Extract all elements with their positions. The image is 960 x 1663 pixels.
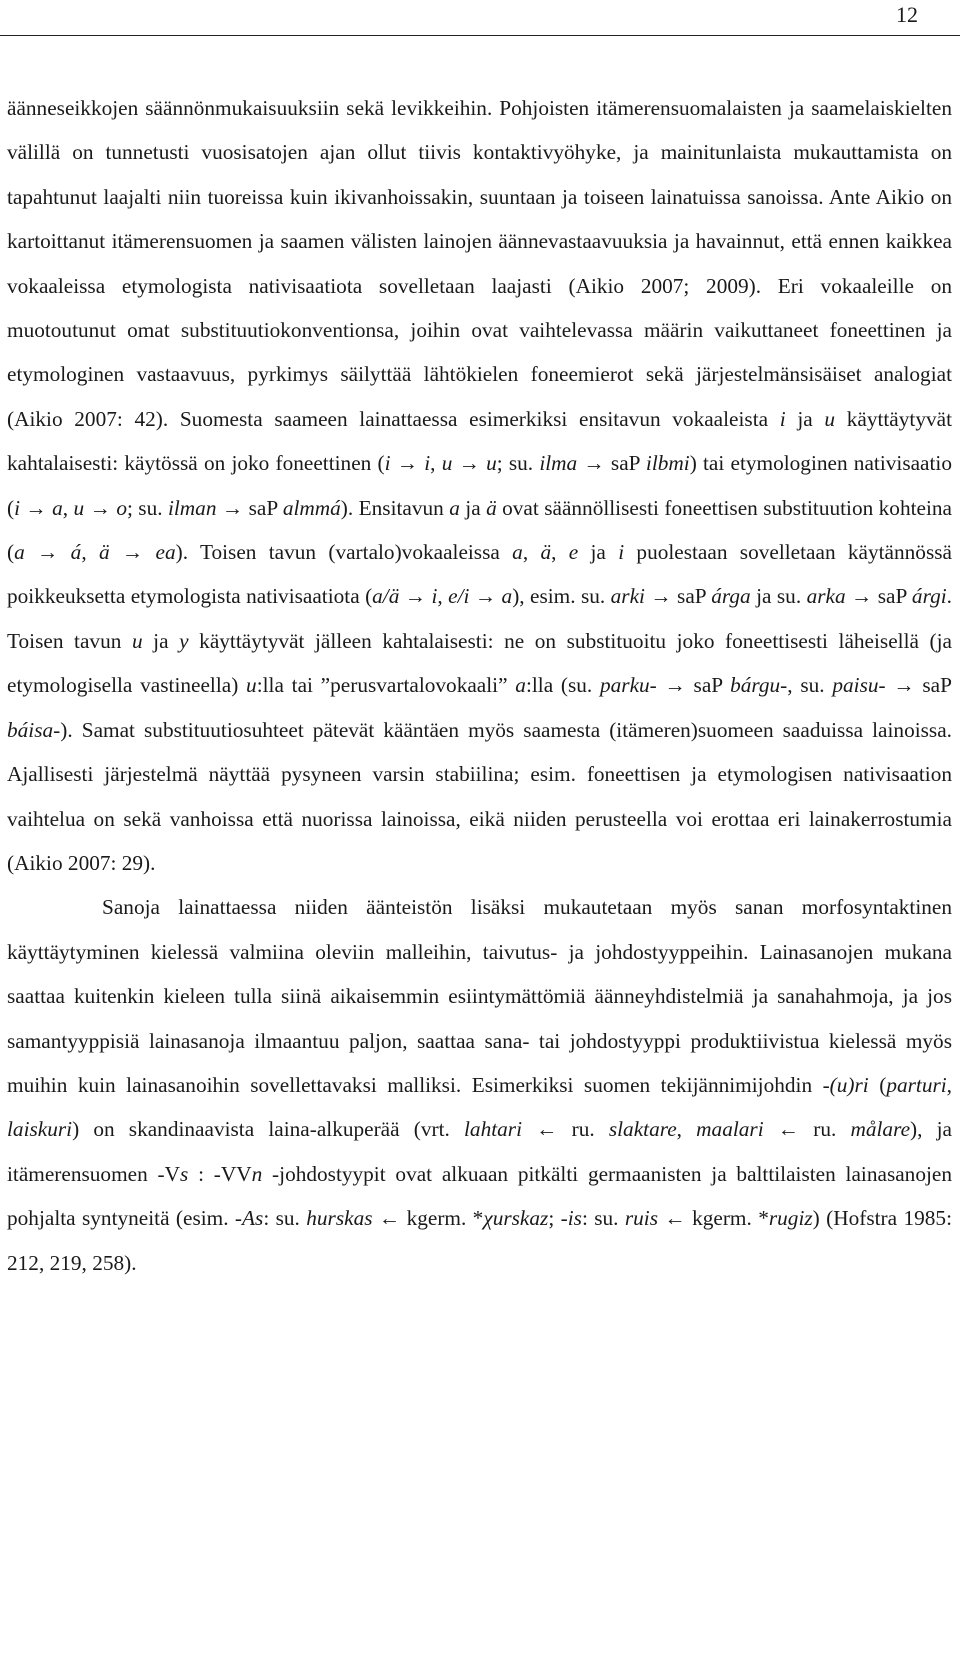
paragraph-2 bbox=[7, 885, 952, 1285]
text-run: : -VV bbox=[188, 1161, 252, 1186]
text-run: . Toisen tavun bbox=[7, 584, 952, 653]
text-run: ja bbox=[459, 495, 487, 520]
italic-term: báisa- bbox=[7, 717, 61, 742]
text-run: → saP bbox=[644, 584, 712, 609]
italic-term: a bbox=[14, 540, 25, 565]
paragraph-1 bbox=[7, 86, 952, 885]
italic-term: i bbox=[14, 495, 21, 520]
italic-term: árga bbox=[711, 584, 751, 609]
text-run: : su. bbox=[581, 1206, 625, 1231]
text-run: , bbox=[62, 495, 74, 520]
text-run: :lla tai ”perusvartalovokaali” bbox=[256, 673, 516, 698]
italic-term: e bbox=[568, 540, 579, 565]
italic-term: n bbox=[251, 1161, 263, 1186]
text-run: → bbox=[109, 540, 156, 565]
text-run: äänneseikkojen säännönmukaisuuksiin sekä levikkeihin. Pohjoisten itämerensuomalaisten ja saamelaiskielten välillä on tunnetusti vuosisatojen ajan ollut tiivis kontaktivyöhyke, ja mainitunlaista mukauttamista on tapahtunut laajalti niin tuoreissa kuin ikivanhoissakin, suuntaan ja toiseen lainatuissa sanoissa. Ante Aikio on kartoittanut itämerensuomen ja saamen välisten lainojen äännevastaavuuksia ja havainnut, että ennen kaikkea vokaaleissa etymologista nativisaatiota sovelletaan laajasti (Aikio 2007; 2009). Eri vokaaleille on muotoutunut omat substituutiokonventionsa, joihin ovat vaihtelevassa määrin vaikuttaneet foneettinen ja etymologinen vastaavuus, pyrkimys säilyttää lähtökielen foneemierot sekä järjestelmänsisäiset analogiat (Aikio 2007: 42). Suomesta saameen lainattaessa esimerkiksi ensitavun vokaaleista bbox=[7, 96, 952, 431]
text-run: , bbox=[522, 540, 541, 565]
italic-term: ilma bbox=[539, 451, 578, 476]
text-run: → bbox=[390, 451, 425, 476]
italic-term: a bbox=[515, 673, 526, 698]
text-run: ja bbox=[785, 406, 825, 431]
text-run: → bbox=[469, 584, 502, 609]
text-run: ; su. bbox=[496, 451, 540, 476]
italic-term: hurskas bbox=[306, 1206, 373, 1231]
italic-term: -is bbox=[560, 1206, 582, 1231]
italic-term: ä bbox=[486, 495, 497, 520]
italic-term: u bbox=[441, 451, 453, 476]
text-run: ← ru. bbox=[521, 1117, 609, 1142]
italic-term: a bbox=[449, 495, 460, 520]
italic-term: parku- bbox=[599, 673, 657, 698]
text-run: ), ja itämerensuomen -V bbox=[7, 1117, 952, 1186]
text-run: käyttäytyvät kahtalaisesti: käytössä on joko foneettinen ( bbox=[7, 406, 952, 476]
text-run: , bbox=[946, 1072, 952, 1097]
italic-term: o bbox=[116, 495, 127, 520]
italic-term: i bbox=[384, 451, 391, 476]
italic-term: u bbox=[824, 406, 836, 431]
italic-term: rugiz bbox=[768, 1206, 813, 1231]
text-run: ; bbox=[548, 1206, 561, 1231]
text-run: ) (Hofstra 1985: 212, 219, 258). bbox=[7, 1206, 952, 1275]
page-number: 12 bbox=[896, 2, 918, 27]
text-run: → saP bbox=[216, 495, 283, 520]
italic-term: arki bbox=[610, 584, 645, 609]
italic-term: á bbox=[70, 540, 82, 565]
text-run: puolestaan sovelletaan käytännössä poikkeuksetta etymologista nativisaatiota ( bbox=[7, 540, 952, 609]
text-run: → saP bbox=[885, 673, 952, 698]
text-run: ja bbox=[142, 628, 180, 653]
text-run: → bbox=[452, 451, 487, 476]
text-run: → saP bbox=[845, 584, 912, 609]
text-run: → bbox=[84, 495, 117, 520]
text-run: ← kgerm. * bbox=[658, 1206, 769, 1231]
italic-term: a bbox=[512, 540, 523, 565]
body-text bbox=[7, 86, 952, 1285]
italic-term: bárgu- bbox=[730, 673, 788, 698]
text-run: → bbox=[20, 495, 53, 520]
text-run: käyttäytyvät jälleen kahtalaisesti: ne on substituoitu joko foneettisesti läheisellä (ja etymologisella vastineella) bbox=[7, 628, 952, 698]
text-run: ). Samat substituutiosuhteet pätevät kääntäen myös saamesta (itämeren)suomeen saaduissa lainoissa. Ajallisesti järjestelmä näyttää pysyneen varsin stabiilina; esim. foneettisen ja etymologisen nativisaation vaihtelua on sekä vanhoissa että nuorissa lainoissa, eikä niiden perusteella voi erottaa eri lainakerrostumia (Aikio 2007: 29). bbox=[7, 717, 952, 875]
text-run: ), esim. su. bbox=[512, 584, 611, 609]
italic-term: y bbox=[179, 628, 189, 653]
text-run: ( bbox=[868, 1072, 887, 1097]
italic-term: árgi bbox=[911, 584, 947, 609]
text-run: ja bbox=[578, 540, 619, 565]
text-run: ) tai etymologinen nativisaatio ( bbox=[7, 451, 952, 520]
text-run: → saP bbox=[656, 673, 731, 698]
text-run: ; su. bbox=[126, 495, 168, 520]
italic-term: a bbox=[52, 495, 63, 520]
italic-term: -(u)ri bbox=[822, 1072, 869, 1097]
italic-term: -As bbox=[234, 1206, 264, 1231]
text-run: ovat säännöllisesti foneettisen substituution kohteina ( bbox=[7, 495, 952, 565]
italic-term: ä bbox=[98, 540, 110, 565]
text-run: , bbox=[430, 451, 442, 476]
italic-term: i bbox=[424, 451, 431, 476]
text-run: , bbox=[676, 1117, 697, 1142]
text-run: ← kgerm. * bbox=[372, 1206, 484, 1231]
italic-term: u bbox=[246, 673, 257, 698]
text-run: -johdostyypit ovat alkuaan pitkälti germaanisten ja balttilaisten lainasanojen pohjalta syntyneitä (esim. bbox=[7, 1161, 952, 1231]
italic-term: lahtari bbox=[464, 1117, 522, 1142]
text-run: , su. bbox=[787, 673, 833, 698]
italic-term: målare bbox=[850, 1117, 911, 1142]
italic-term: i bbox=[431, 584, 438, 609]
text-run: ← ru. bbox=[763, 1117, 851, 1142]
italic-term: parturi bbox=[886, 1072, 947, 1097]
text-run: ja su. bbox=[750, 584, 807, 609]
italic-term: χurskaz bbox=[483, 1206, 549, 1231]
italic-term: maalari bbox=[696, 1117, 764, 1142]
header-rule bbox=[0, 35, 960, 36]
italic-term: laiskuri bbox=[7, 1117, 73, 1142]
text-run: : su. bbox=[263, 1206, 307, 1231]
italic-term: s bbox=[180, 1161, 189, 1186]
text-run: → bbox=[24, 540, 71, 565]
text-run: ). Toisen tavun (vartalo)vokaaleissa bbox=[175, 540, 513, 565]
italic-term: a/ä bbox=[372, 584, 400, 609]
text-run: Sanoja lainattaessa niiden äänteistön lisäksi mukautetaan myös sanan morfosyntaktinen käyttäytyminen kielessä valmiina oleviin malleihin, taivutus- ja johdostyyppeihin. Lainasanojen mukana saattaa kuitenkin kieleen tulla siinä aikaisemmin esiintymättömiä äänneyhdistelmiä ja sanahahmoja, ja jos samantyyppisiä lainasanoja ilmaantuu paljon, saattaa sana- tai johdostyyppi produktiivistua kielessä myös muihin kuin lainasanoihin sovellettavaksi malliksi. Esimerkiksi suomen tekijännimijohdin bbox=[7, 895, 952, 1097]
italic-term: ilbmi bbox=[645, 451, 690, 476]
text-run: → saP bbox=[577, 451, 646, 476]
text-run: ). Ensitavun bbox=[340, 495, 450, 520]
italic-term: ä bbox=[540, 540, 552, 565]
italic-term: i bbox=[779, 406, 786, 431]
italic-term: u bbox=[486, 451, 497, 476]
italic-term: i bbox=[618, 540, 625, 565]
italic-term: u bbox=[73, 495, 85, 520]
italic-term: ilman bbox=[167, 495, 217, 520]
italic-term: u bbox=[131, 628, 143, 653]
italic-term: paisu- bbox=[832, 673, 886, 698]
text-run: ) on skandinaavista laina-alkuperää (vrt. bbox=[72, 1117, 464, 1142]
text-run: , bbox=[437, 584, 449, 609]
text-run: → bbox=[399, 584, 432, 609]
text-run: , bbox=[551, 540, 569, 565]
italic-term: ea bbox=[155, 540, 176, 565]
italic-term: almmá bbox=[282, 495, 341, 520]
italic-term: e/i bbox=[448, 584, 470, 609]
italic-term: a bbox=[501, 584, 513, 609]
text-run: :lla (su. bbox=[525, 673, 600, 698]
italic-term: ruis bbox=[624, 1206, 659, 1231]
italic-term: arka bbox=[806, 584, 846, 609]
italic-term: slaktare bbox=[608, 1117, 677, 1142]
text-run: , bbox=[81, 540, 99, 565]
